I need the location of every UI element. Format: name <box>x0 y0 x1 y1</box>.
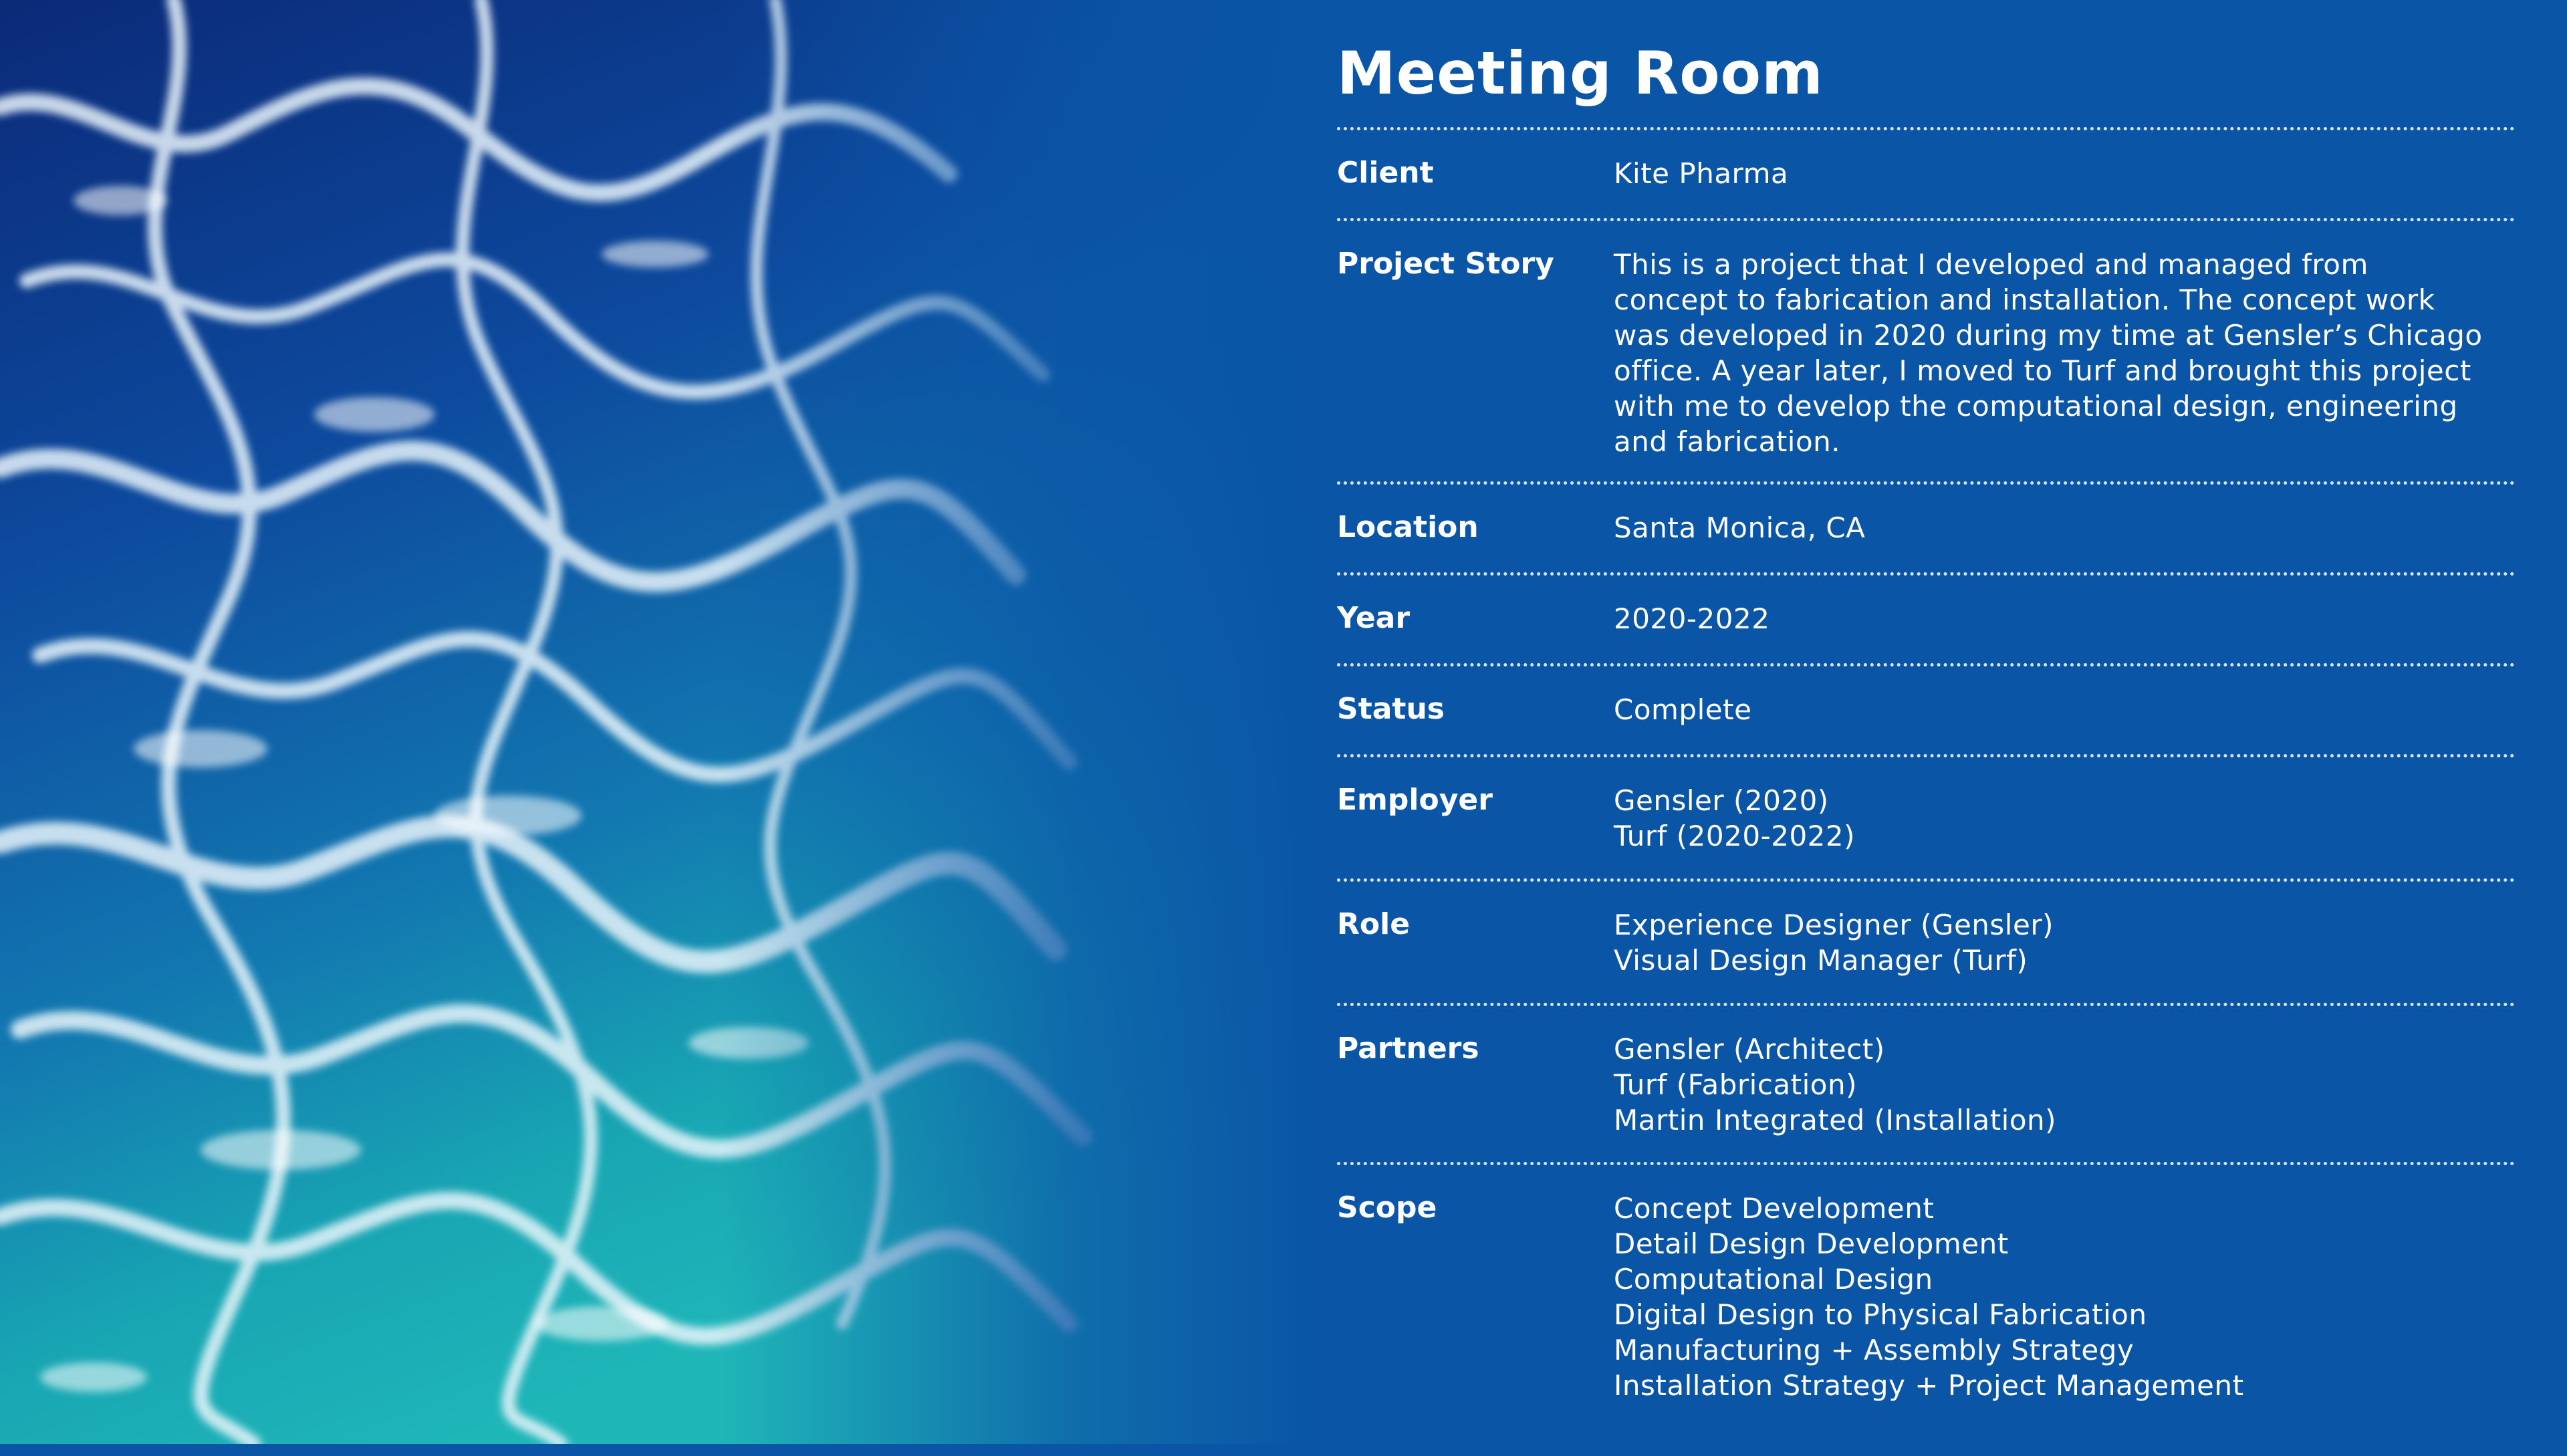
detail-row-client <box>1337 127 2515 218</box>
partners-label: Partners <box>1337 1032 1479 1066</box>
partners-value: Gensler (Architect) Turf (Fabrication) Martin Integrated (Installation) <box>1614 1033 2057 1136</box>
page-title: Meeting Room <box>1337 39 1824 108</box>
project-story-value: This is a project that I developed and managed from concept to fabrication and installation. The concept work was developed in 2020 during my time at Gensler’s Chicago office. A year later, I moved to Turf and brought this project with me to develop the computational design, engineering and fabrication. <box>1614 248 2483 458</box>
client-value: Kite Pharma <box>1614 157 1789 190</box>
project-story-label: Project Story <box>1337 247 1554 281</box>
project-details-list <box>1337 127 2515 1456</box>
location-value: Santa Monica, CA <box>1614 511 1866 544</box>
detail-row-status <box>1337 663 2515 754</box>
detail-row-employer <box>1337 754 2515 878</box>
role-label: Role <box>1337 907 1411 941</box>
client-label: Client <box>1337 156 1434 190</box>
status-value: Complete <box>1614 693 1752 726</box>
year-label: Year <box>1337 601 1411 635</box>
detail-row-role <box>1337 878 2515 1003</box>
detail-row-year <box>1337 572 2515 663</box>
detail-row-location <box>1337 481 2515 572</box>
year-value: 2020-2022 <box>1614 602 1770 635</box>
scope-label: Scope <box>1337 1191 1437 1225</box>
project-info-panel <box>1337 0 2515 1444</box>
detail-row-scope <box>1337 1162 2515 1456</box>
scope-value: Concept Development Detail Design Development Computational Design Digital Design to Physical Fabrication Manufacturing + Assembly Strategy Installation Strategy + Project Management <box>1614 1192 2244 1402</box>
detail-row-partners <box>1337 1003 2515 1162</box>
role-value: Experience Designer (Gensler) Visual Design Manager (Turf) <box>1614 908 2054 977</box>
employer-value: Gensler (2020) Turf (2020-2022) <box>1614 784 1856 852</box>
employer-label: Employer <box>1337 783 1493 817</box>
location-label: Location <box>1337 510 1479 544</box>
status-label: Status <box>1337 692 1445 726</box>
detail-row-project-story <box>1337 218 2515 481</box>
